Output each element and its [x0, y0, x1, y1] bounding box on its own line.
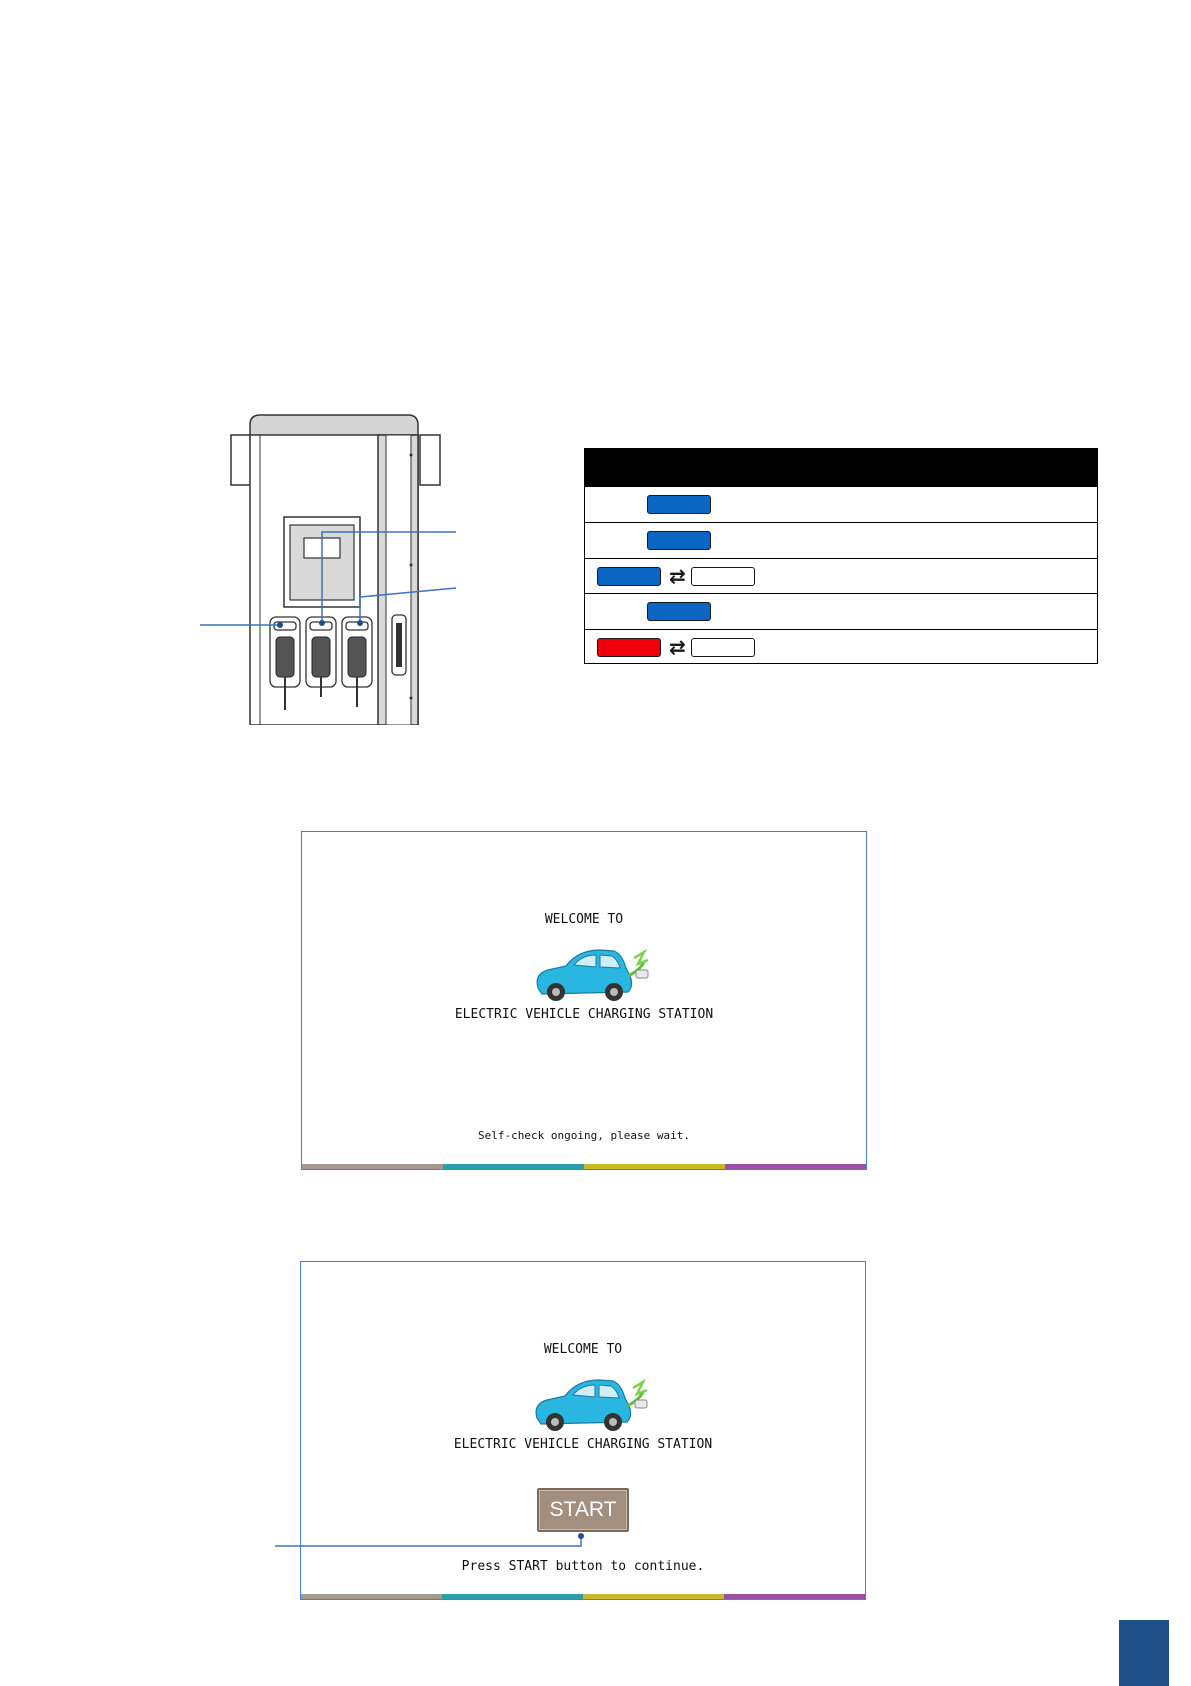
- blue-led-icon: [647, 602, 711, 621]
- blue-led-icon: [597, 567, 661, 586]
- page-number-tab: [1119, 1620, 1169, 1686]
- red-led-icon: [597, 638, 661, 657]
- legend-row-3: [585, 558, 1097, 594]
- legend-row-4: [585, 593, 1097, 629]
- welcome-text: WELCOME TO: [543, 1342, 623, 1357]
- led-status-legend: [584, 448, 1098, 664]
- electric-car-icon: [530, 940, 654, 1006]
- blue-led-icon: [647, 495, 711, 514]
- alternate-arrows-icon: ⇄: [669, 635, 686, 660]
- electric-car-icon: [529, 1370, 653, 1436]
- color-bar: [302, 1164, 866, 1169]
- blue-led-icon: [647, 531, 711, 550]
- station-text: ELECTRIC VEHICLE CHARGING STATION: [453, 1437, 713, 1452]
- charger-illustration: [200, 405, 470, 725]
- led-off-icon: [691, 567, 755, 586]
- alternate-arrows-icon: ⇄: [669, 563, 686, 588]
- welcome-text: WELCOME TO: [544, 912, 624, 927]
- start-button[interactable]: START: [537, 1488, 629, 1532]
- legend-header: [585, 449, 1097, 486]
- legend-row-5: [585, 629, 1097, 665]
- start-callout-line: [275, 1530, 595, 1550]
- color-bar: [301, 1594, 865, 1599]
- prompt-text: Press START button to continue.: [461, 1559, 705, 1574]
- legend-row-2: [585, 522, 1097, 558]
- station-text: ELECTRIC VEHICLE CHARGING STATION: [454, 1007, 714, 1022]
- led-off-icon: [691, 638, 755, 657]
- screen-self-check: [301, 831, 867, 1170]
- status-text: Self-check ongoing, please wait.: [478, 1129, 690, 1142]
- legend-row-1: [585, 486, 1097, 522]
